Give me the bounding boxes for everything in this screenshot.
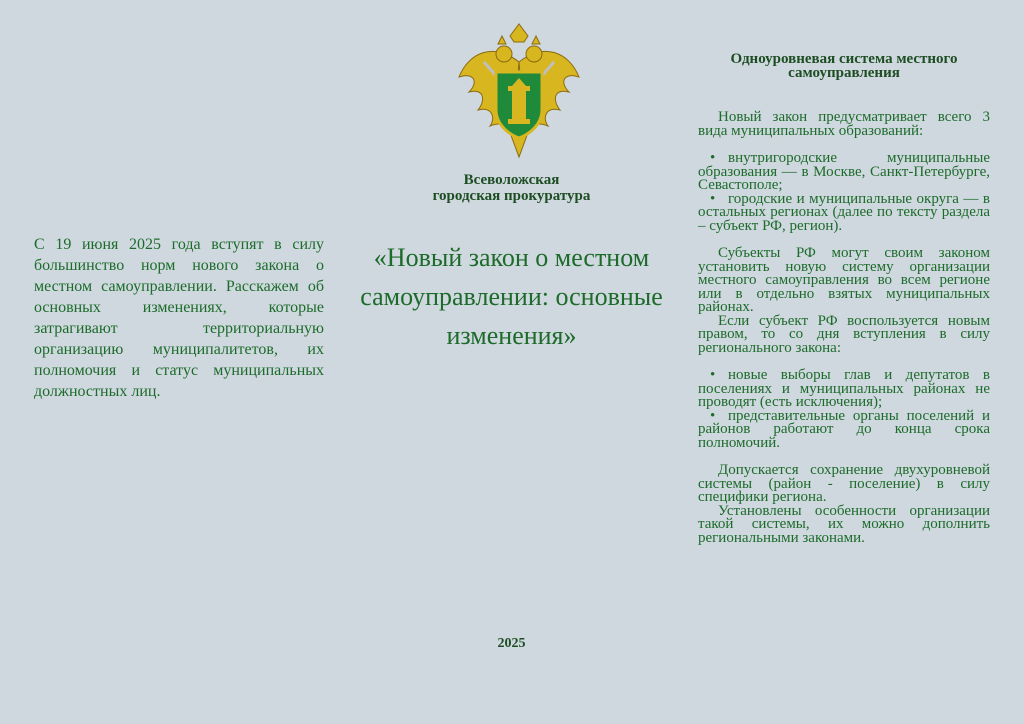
bullet-icon: • bbox=[710, 190, 716, 207]
section-heading: Одноуровневая система местного самоуправления bbox=[730, 51, 958, 81]
left-panel bbox=[0, 0, 341, 724]
paragraph: Субъекты РФ могут своим законом установить новую систему организации местного самоуправления во всем регионе или в отдельно взятых муниципальных районах. bbox=[698, 245, 990, 315]
paragraph: Допускается сохранение двухуровневой системы (район - поселение) в силу специфики региона. bbox=[698, 462, 990, 505]
regional-law-consequences-list bbox=[698, 369, 990, 450]
list-item-text: новые выборы глав и депутатов в поселениях и муниципальных районах не проводят (есть исключения); bbox=[698, 367, 990, 410]
right-panel bbox=[682, 0, 1024, 724]
paragraph: Если субъект РФ воспользуется новым правом, то со дня вступления в силу регионального закона: bbox=[698, 312, 990, 356]
organization-name bbox=[341, 172, 682, 204]
bullet-icon: • bbox=[710, 407, 716, 424]
publication-year: 2025 bbox=[497, 636, 526, 651]
list-item bbox=[698, 190, 990, 234]
cover-panel bbox=[341, 0, 682, 724]
organization-line-2: городская прокуратура bbox=[432, 188, 591, 204]
list-item-text: представительные органы поселений и районов работают до конца срока полномочий. bbox=[698, 407, 990, 451]
bullet-icon: • bbox=[710, 367, 716, 383]
list-item bbox=[698, 152, 990, 193]
right-panel-content bbox=[698, 52, 990, 545]
list-item bbox=[698, 407, 990, 451]
municipal-types-list bbox=[698, 152, 990, 233]
paragraph: Новый закон предусматривает всего 3 вида муниципальных образований: bbox=[698, 109, 990, 139]
prosecutor-emblem-icon bbox=[454, 22, 584, 162]
organization-line-1: Всеволожская bbox=[463, 172, 560, 188]
list-item-text: внутригородские муниципальные образования — в Москве, Санкт-Петербурге, Севастополе; bbox=[698, 150, 990, 193]
paragraph: Установлены особенности организации такой системы, их можно дополнить региональными законами. bbox=[698, 502, 990, 546]
intro-text: С 19 июня 2025 года вступят в силу большинство норм нового закона о местном самоуправлении. Расскажем об основных изменениях, которые затрагивают территориальную организацию муниципалитетов, их полномочия и статус муниципальных должностных лиц. bbox=[34, 236, 324, 400]
list-item bbox=[698, 369, 990, 410]
list-item-text: городские и муниципальные округа — в остальных регионах (далее по тексту раздела – субъект РФ, регион). bbox=[698, 190, 990, 234]
document-title: «Новый закон о местном самоуправлении: основные изменения» bbox=[360, 243, 663, 350]
bullet-icon: • bbox=[710, 150, 716, 166]
